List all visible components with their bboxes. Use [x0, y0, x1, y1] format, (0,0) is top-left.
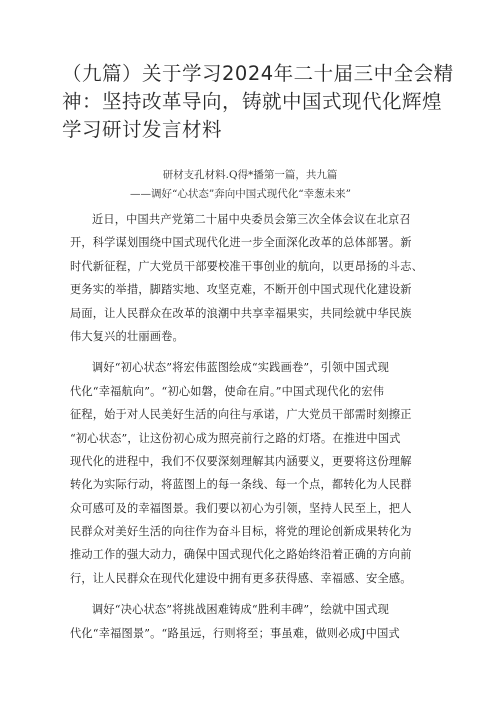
text-line: 征程，始于对人民美好生活的向往与承诺，广大党员干部需时刻擦正	[70, 408, 412, 422]
text-line: 伟大复兴的壮丽画卷。	[70, 329, 184, 343]
text-line: 调好“决心状态”将挑战困难铸成“胜利丰碑”，绘就中国式现	[92, 603, 389, 617]
text-line: 调好“初心状态”将宏伟蓝图绘成“实践画卷”，引领中国式现	[92, 361, 389, 375]
text-line: 更务实的举措，脚踏实地、攻坚克难，不断开创中国式现代化建设新	[70, 283, 412, 297]
paragraph	[70, 598, 442, 645]
text-line: 现代化的进程中，我们不仅要深刻理解其内涵要义，更要将这份理解	[70, 454, 412, 468]
text-line: 行，让人民群众在现代化建设中拥有更多获得感、幸福感、安全感。	[70, 571, 412, 585]
document-meta: 研材支孔材料.Q得*播第一篇，共九篇	[162, 169, 338, 181]
document-body	[70, 208, 442, 645]
text-line: 时代新征程，广大党员干部要校准干事创业的航向，以更昂扬的斗志、	[70, 259, 424, 273]
text-line: 转化为实际行动，将蓝图上的每一条线、每一个点，都转化为人民群	[70, 478, 412, 492]
paragraph	[70, 356, 442, 590]
text-line: 开，科学谋划围绕中国式现代化进一步全面深化改革的总体部署。新	[70, 236, 412, 250]
text-line: 近日，中国共产党第二十届中央委员会第三次全体会议在北京召	[92, 213, 411, 226]
document-title	[62, 60, 462, 144]
title-line: （九篇）关于学习2024年二十届三中全会精	[62, 62, 454, 85]
document-subtitle: ——调好“心状态”奔向中国式现代化“幸葱未来”	[130, 188, 351, 200]
paragraph-gap	[70, 590, 442, 598]
title-line: 神：坚持改革导向，铸就中国式现代化辉煌	[62, 90, 443, 113]
text-line: 代化“幸福航向”。“初心如磐，使命在肩。”中国式现代化的宏伟	[70, 384, 385, 398]
text-line: “初心状态”，让这份初心成为照亮前行之路的灯塔。在推进中国式	[70, 431, 401, 445]
paragraph	[70, 208, 442, 348]
text-line: 代化“幸福图景”。“路虽远，行则将至；事虽难，做则必成J中国式	[70, 626, 400, 640]
title-line: 学习研讨发言材料	[62, 118, 223, 141]
text-line: 推动工作的强大动力，确保中国式现代化之路始终沿着正确的方向前	[70, 548, 412, 562]
text-line: 众可感可及的幸福图景。我们要以初心为引领，坚持人民至上，把人	[70, 501, 412, 515]
text-line: 民群众对美好生活的向往作为奋斗目标，将党的理论创新成果转化为	[70, 525, 412, 539]
paragraph-gap	[70, 348, 442, 356]
text-line: 局面，让人民群众在改革的浪潮中共享幸福果实，共同绘就中华民族	[70, 306, 412, 320]
